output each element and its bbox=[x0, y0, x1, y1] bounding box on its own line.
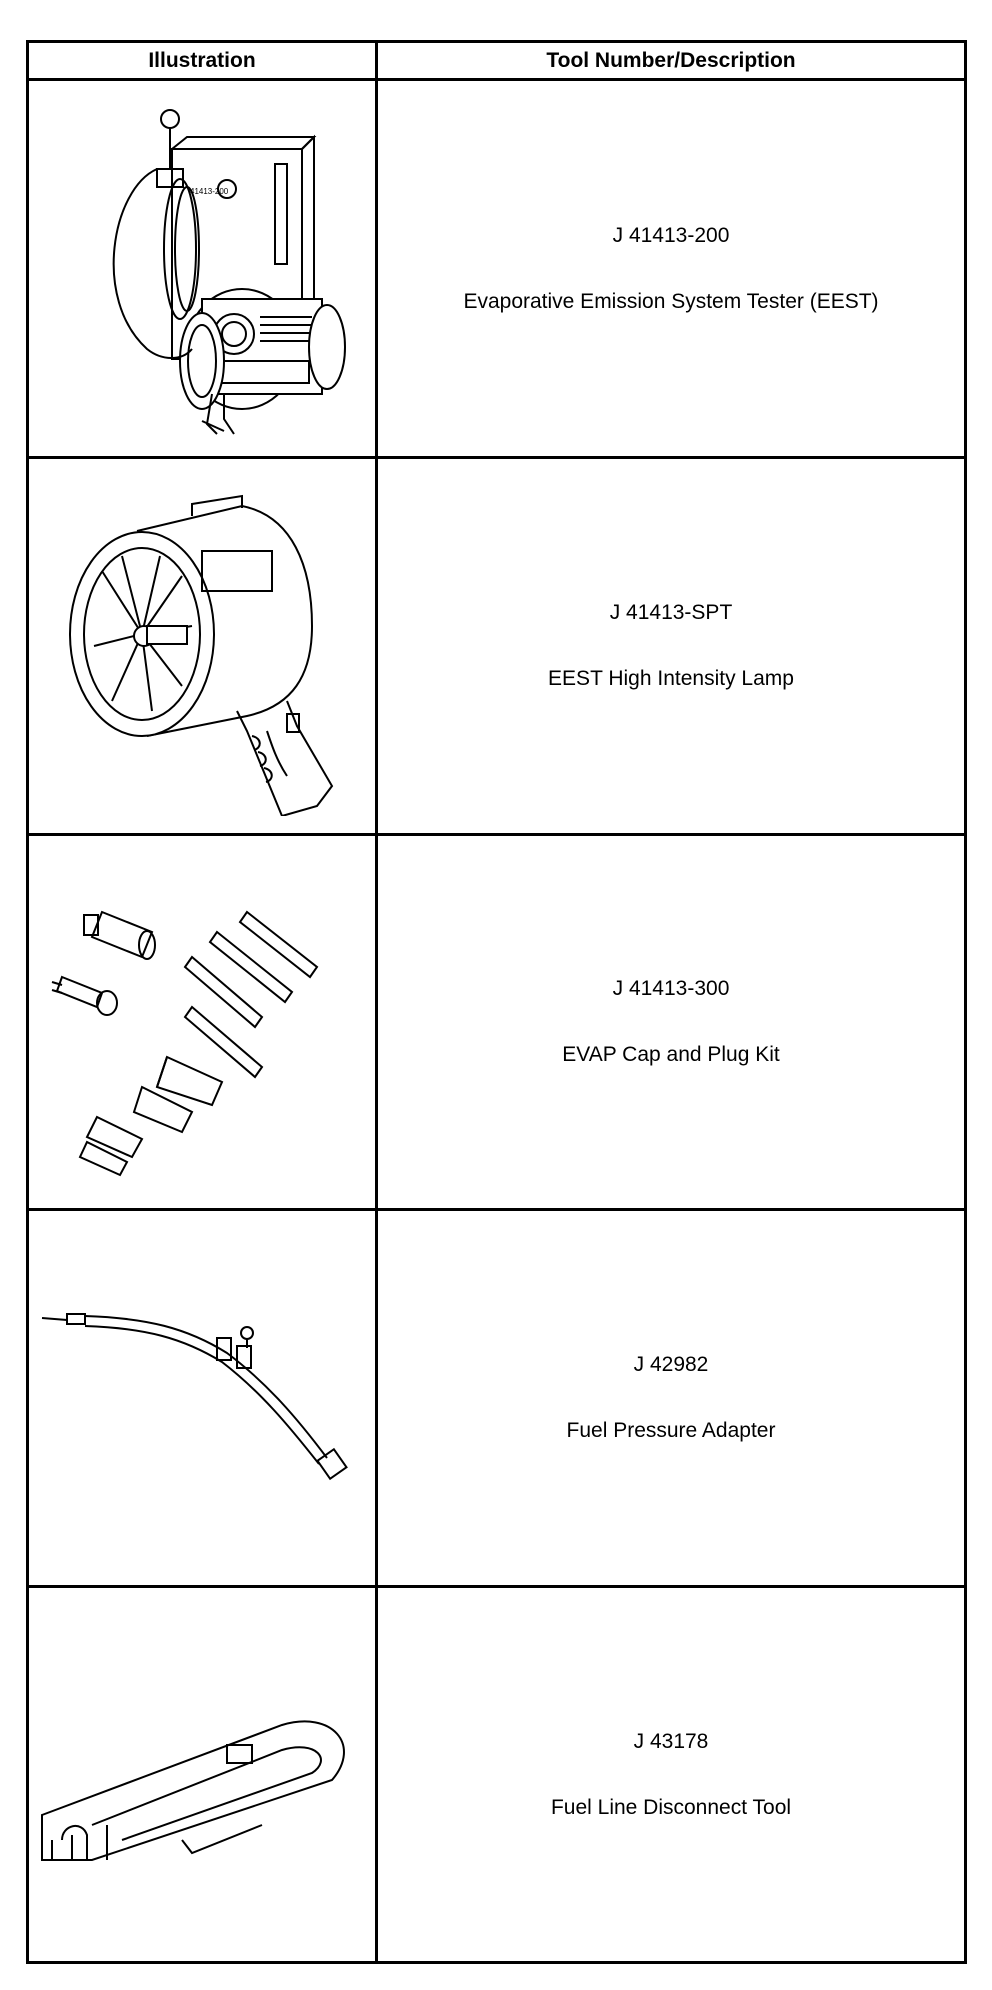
svg-text:41413-200: 41413-200 bbox=[190, 186, 229, 196]
table-row bbox=[29, 81, 964, 456]
emission-tester-illustration bbox=[52, 99, 352, 439]
tool-description: Fuel Pressure Adapter bbox=[566, 1419, 776, 1442]
header-tool-number-description: Tool Number/Description bbox=[546, 48, 796, 72]
description-cell bbox=[378, 836, 964, 1208]
description-cell bbox=[378, 1211, 964, 1585]
description-cell bbox=[378, 1588, 964, 1961]
illustration-cell bbox=[29, 1211, 378, 1585]
table-row bbox=[29, 1585, 964, 1961]
header-illustration: Illustration bbox=[29, 43, 378, 78]
tool-description: EVAP Cap and Plug Kit bbox=[562, 1043, 780, 1066]
cap-plug-kit-illustration bbox=[42, 857, 362, 1187]
illustration-cell bbox=[29, 81, 378, 456]
illustration-cell bbox=[29, 836, 378, 1208]
illustration-cell bbox=[29, 1588, 378, 1961]
table-row bbox=[29, 456, 964, 833]
description-cell bbox=[378, 81, 964, 456]
tool-description: Fuel Line Disconnect Tool bbox=[550, 1795, 792, 1819]
table-header bbox=[29, 43, 964, 81]
tools-table bbox=[26, 40, 967, 1964]
illustration-cell bbox=[29, 459, 378, 833]
table-row bbox=[29, 1208, 964, 1585]
fuel-pressure-adapter-illustration bbox=[37, 1298, 367, 1498]
description-cell bbox=[378, 459, 964, 833]
fuel-line-disconnect-tool-illustration bbox=[32, 1675, 372, 1875]
high-intensity-lamp-illustration bbox=[42, 476, 362, 816]
tool-number: J 41413-200 bbox=[612, 223, 730, 247]
tool-description: Evaporative Emission System Tester (EEST) bbox=[463, 289, 879, 313]
tool-number: J 41413-SPT bbox=[609, 601, 733, 624]
tool-number: J 41413-300 bbox=[612, 977, 730, 1000]
table-row bbox=[29, 833, 964, 1208]
tool-number: J 43178 bbox=[633, 1729, 709, 1753]
tool-description: EEST High Intensity Lamp bbox=[548, 667, 794, 690]
tool-number: J 42982 bbox=[633, 1353, 709, 1376]
